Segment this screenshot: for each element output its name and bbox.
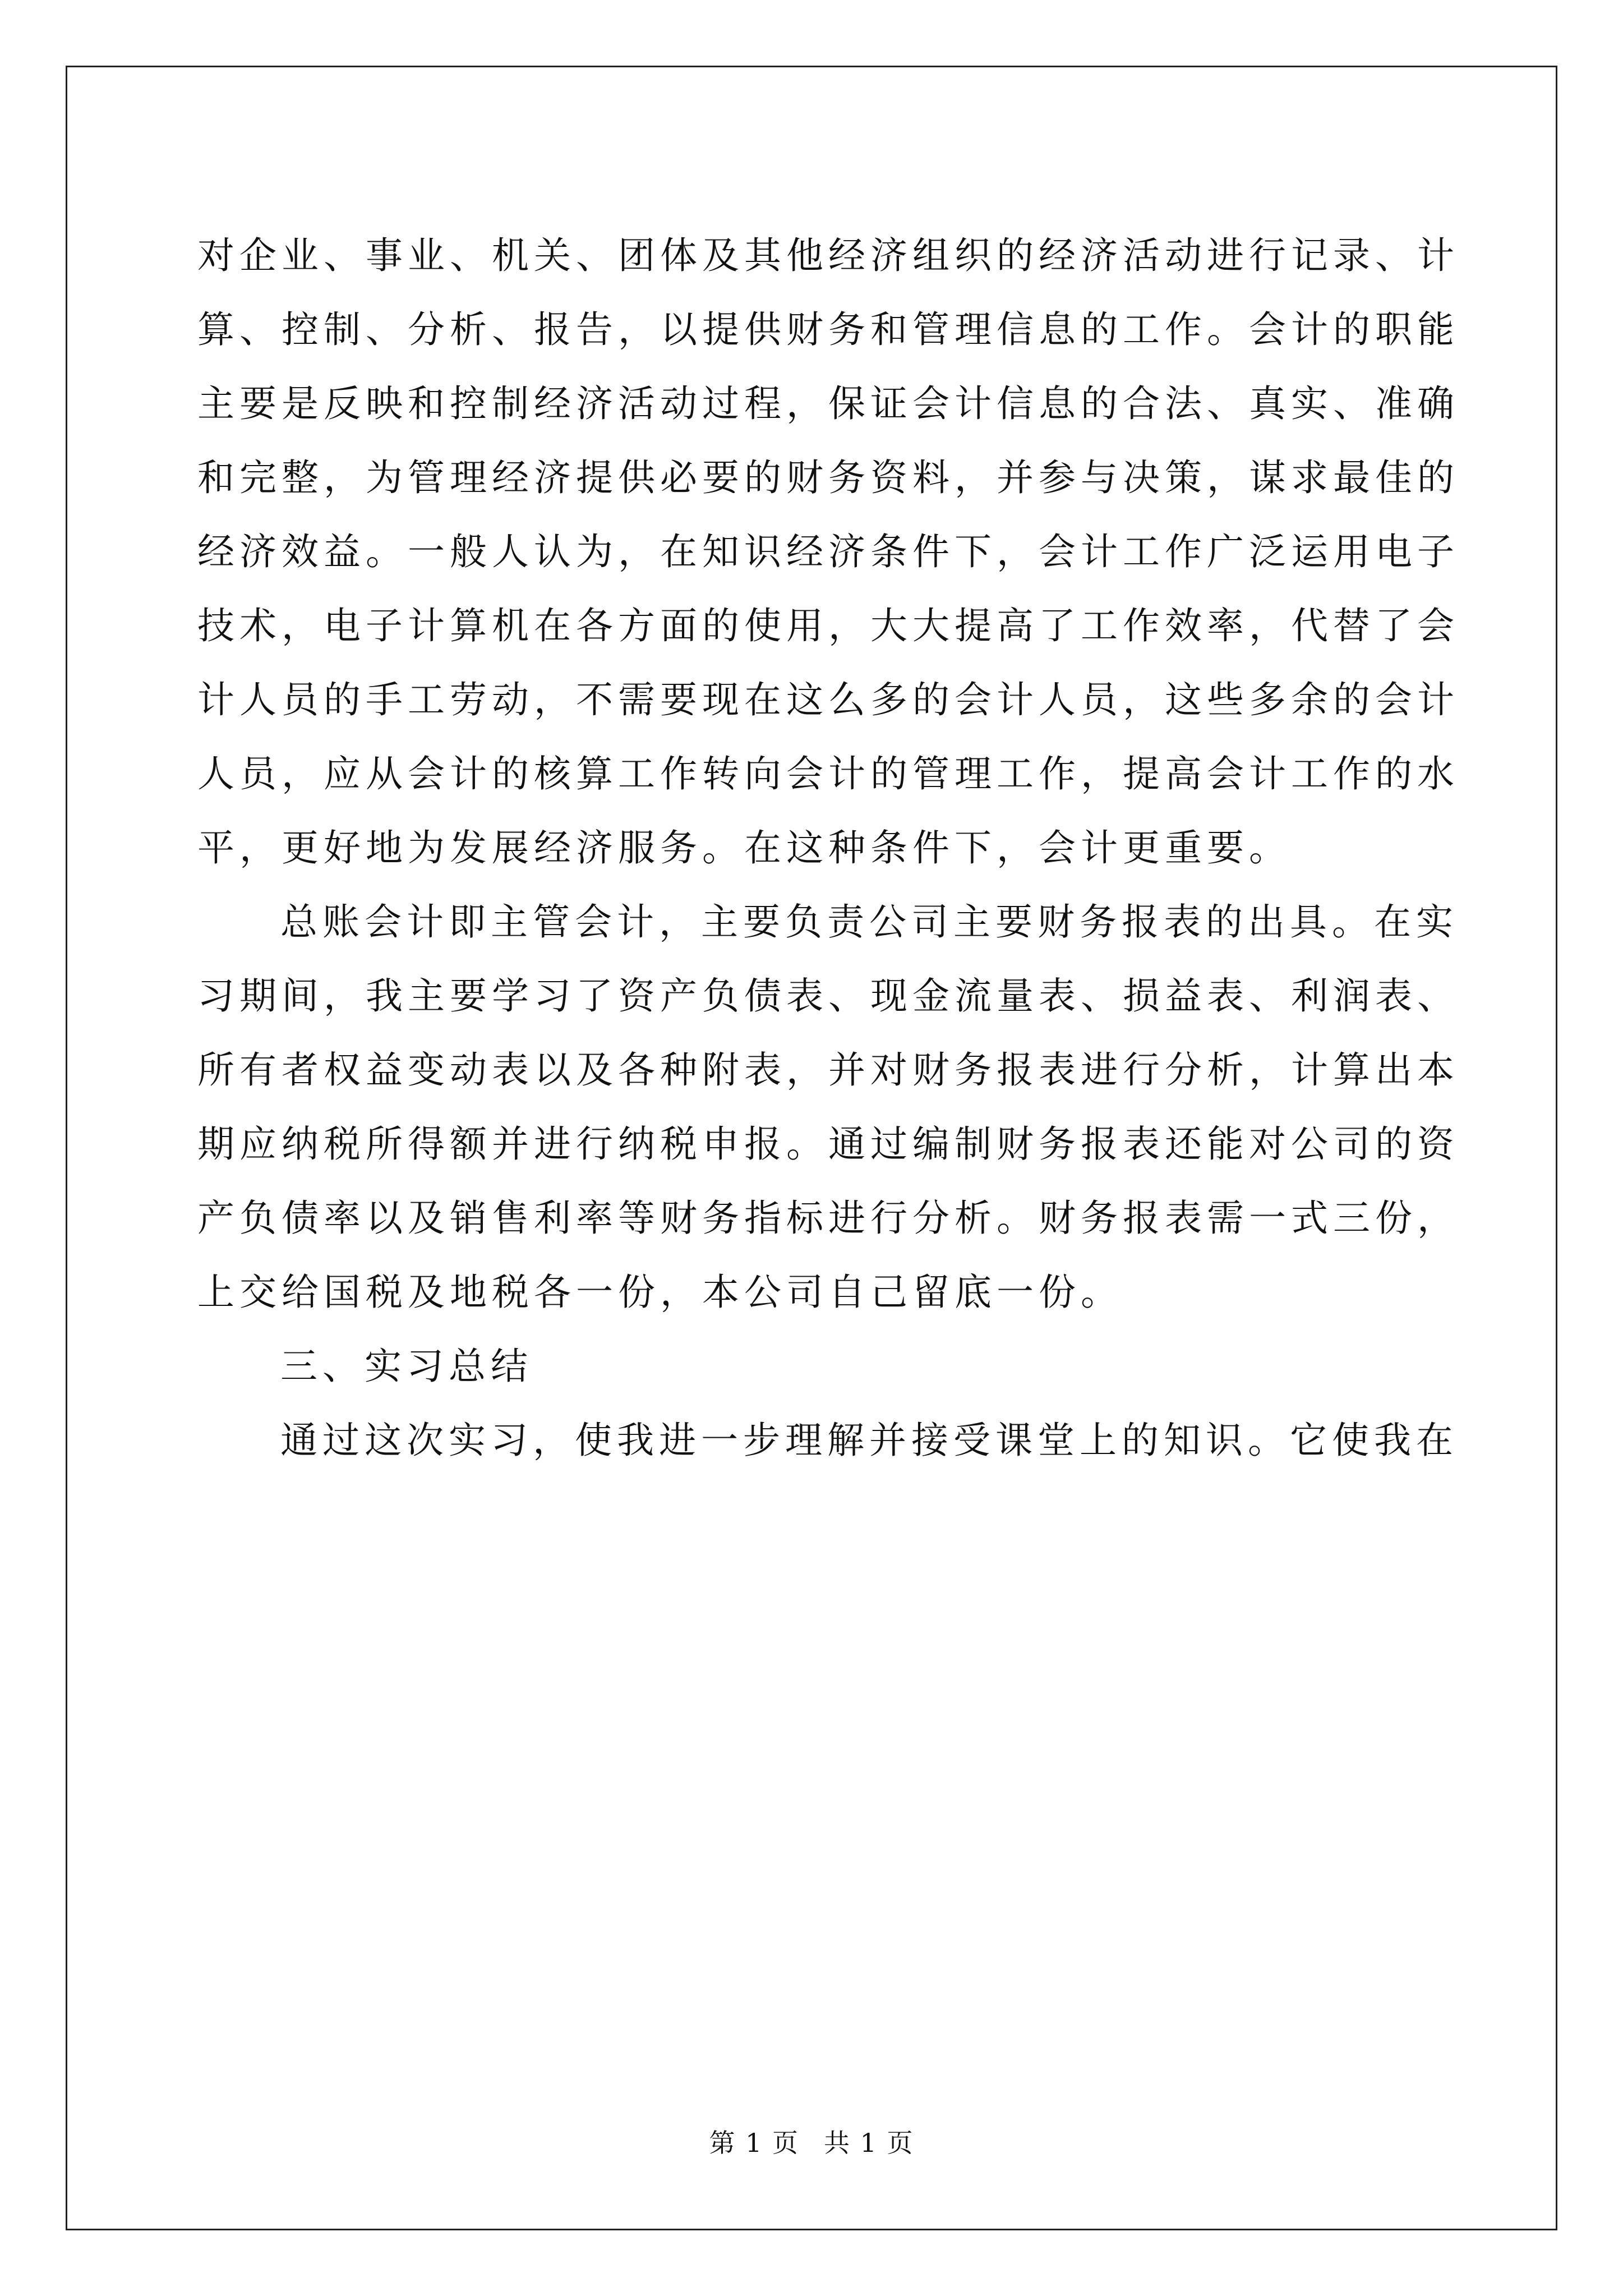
- body-line: 习期间，我主要学习了资产负债表、现金流量表、损益表、利润表、: [197, 974, 1459, 1018]
- section-heading: 三、实习总结: [280, 1345, 533, 1388]
- body-line: 算、控制、分析、报告，以提供财务和管理信息的工作。会计的职能: [197, 308, 1459, 351]
- body-line: 总账会计即主管会计，主要负责公司主要财务报表的出具。在实: [280, 900, 1458, 944]
- document-body: [197, 219, 1459, 1478]
- body-line: 技术，电子计算机在各方面的使用，大大提高了工作效率，代替了会: [197, 604, 1459, 647]
- body-line: 产负债率以及销售利率等财务指标进行分析。财务报表需一式三份，: [197, 1197, 1459, 1240]
- page-number: 第 1 页: [709, 2128, 799, 2158]
- body-line: 主要是反映和控制经济活动过程，保证会计信息的合法、真实、准确: [197, 382, 1459, 425]
- body-line: 和完整，为管理经济提供必要的财务资料，并参与决策，谋求最佳的: [197, 456, 1459, 499]
- page-footer: [0, 2126, 1623, 2160]
- body-line: 通过这次实习，使我进一步理解并接受课堂上的知识。它使我在: [280, 1419, 1458, 1462]
- body-line: 计人员的手工劳动，不需要现在这么多的会计人员，这些多余的会计: [197, 678, 1459, 721]
- body-line: 期应纳税所得额并进行纳税申报。通过编制财务报表还能对公司的资: [197, 1122, 1459, 1166]
- body-line: 所有者权益变动表以及各种附表，并对财务报表进行分析，计算出本: [197, 1048, 1459, 1092]
- body-line: 平，更好地为发展经济服务。在这种条件下，会计更重要。: [197, 826, 1291, 869]
- body-line: 经济效益。一般人认为，在知识经济条件下，会计工作广泛运用电子: [197, 530, 1459, 573]
- body-line: 人员，应从会计的核算工作转向会计的管理工作，提高会计工作的水: [197, 752, 1459, 795]
- body-line: 上交给国税及地税各一份，本公司自己留底一份。: [197, 1271, 1123, 1314]
- body-line: 对企业、事业、机关、团体及其他经济组织的经济活动进行记录、计: [197, 234, 1459, 277]
- page-total: 共 1 页: [824, 2128, 914, 2158]
